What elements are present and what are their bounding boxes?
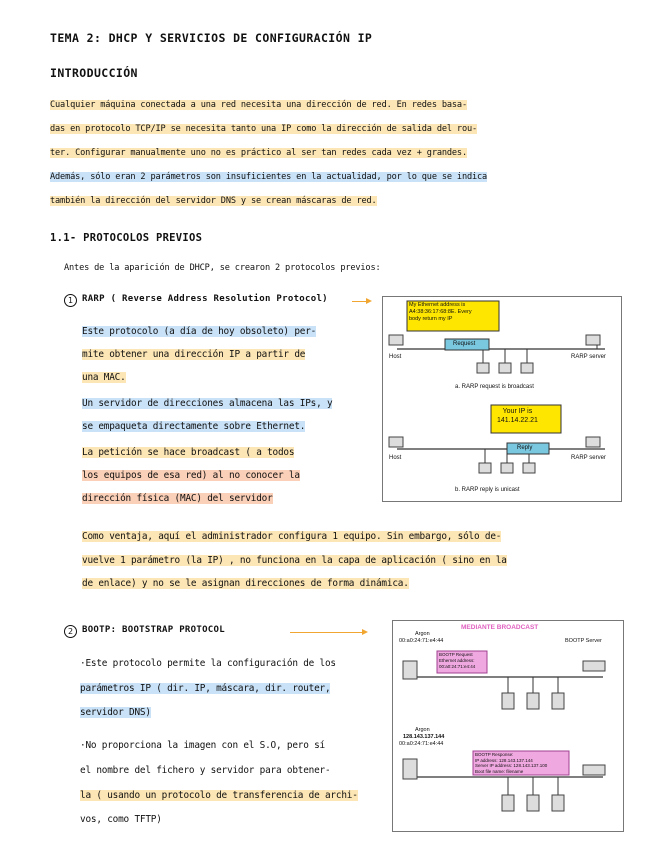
rarp-caption-b: b. RARP reply is unicast: [455, 487, 520, 493]
rarp-host-label: Host: [389, 354, 402, 360]
arrow-icon: [290, 632, 366, 633]
bootp-title: BOOTP: BOOTSTRAP PROTOCOL: [82, 625, 225, 635]
rarp-line: La petición se hace broadcast ( a todos: [82, 447, 295, 458]
rarp-reply-label: Reply: [517, 445, 533, 451]
rarp-line: dirección física (MAC) del servidor: [82, 493, 273, 504]
intro-line: das en protocolo TCP/IP se necesita tanto una IP como la dirección de salida del rou-: [50, 124, 478, 134]
rarp-line: los equipos de esa red) al no conocer la: [82, 470, 300, 481]
intro-line: también la dirección del servidor DNS y se crean máscaras de red.: [50, 196, 377, 206]
bootp-client-mac-b: 00:a0:24:71:e4:44: [399, 741, 444, 747]
bootp-line: vos, como TFTP): [80, 814, 162, 825]
section-heading: 1.1- PROTOCOLOS PREVIOS: [50, 232, 203, 244]
rarp-line: una MAC.: [82, 372, 126, 383]
item-number: 1: [64, 294, 77, 307]
item-number: 2: [64, 625, 77, 638]
rarp-server-label: RARP server: [571, 354, 606, 360]
rarp-line: se empaqueta directamente sobre Ethernet.: [82, 421, 306, 432]
rarp-line: Este protocolo (a día de hoy obsoleto) per-: [82, 326, 317, 337]
arrow-icon: [352, 301, 370, 302]
rarp-after-line: Como ventaja, aquí el administrador configura 1 equipo. Sin embargo, sólo de-: [82, 531, 502, 542]
rarp-callout-request: My Ethernet address is A4:38:36:17:68:8E. Every body return my IP: [409, 302, 472, 322]
section-lead: Antes de la aparición de DHCP, se crearon 2 protocolos previos:: [64, 263, 381, 273]
bootp-response-box: BOOTP Response: IP address: 128.143.137.144 Server IP address: 128.143.137.100 Boot file name: filename: [475, 752, 548, 774]
intro-heading: INTRODUCCIÓN: [50, 66, 138, 80]
bootp-request-box: BOOTP Request Ethernet address: 00:a0:24:71:e4:44: [439, 652, 476, 669]
rarp-host-label-b: Host: [389, 455, 402, 461]
rarp-caption-a: a. RARP request is broadcast: [455, 384, 534, 390]
rarp-request-label: Request: [453, 341, 476, 347]
rarp-after-line: vuelve 1 parámetro (la IP) , no funciona en la capa de aplicación ( sino en la: [82, 555, 507, 566]
intro-line: Cualquier máquina conectada a una red necesita una dirección de red. En redes basa-: [50, 100, 467, 110]
intro-line: Además, sólo eran 2 parámetros son insuficientes en la actualidad, por lo que se indica: [50, 172, 488, 182]
bootp-diagram: [392, 620, 624, 832]
intro-line: ter. Configurar manualmente uno no es práctico al ser tan redes cada vez + grandes.: [50, 148, 467, 158]
rarp-line: mite obtener una dirección IP a partir de: [82, 349, 306, 360]
rarp-diagram: [382, 296, 622, 502]
bootp-line: servidor DNS): [80, 707, 151, 718]
bootp-client-name: Argon: [415, 631, 430, 637]
bootp-line: ·Este protocolo permite la configuración de los: [80, 658, 336, 669]
bootp-client-ip: 128.143.137.144: [403, 734, 445, 740]
bootp-server-label: BOOTP Server: [565, 638, 602, 644]
rarp-title: RARP ( Reverse Address Resolution Protocol): [82, 294, 328, 304]
bootp-client-name-b: Argon: [415, 727, 430, 733]
page-title: TEMA 2: DHCP Y SERVICIOS DE CONFIGURACIÓN IP: [50, 31, 373, 45]
rarp-line: Un servidor de direcciones almacena las IPs, y: [82, 398, 333, 409]
bootp-figure-heading: MEDIANTE BROADCAST: [461, 624, 539, 631]
rarp-callout-reply: Your IP is 141.14.22.21: [497, 408, 538, 424]
bootp-client-mac: 00:a0:24:71:e4:44: [399, 638, 444, 644]
bootp-line: ·No proporciona la imagen con el S.O, pero sí: [80, 740, 325, 751]
bootp-line: la ( usando un protocolo de transferencia de archi-: [80, 790, 358, 801]
rarp-after-line: de enlace) y no se le asignan direcciones de forma dinámica.: [82, 578, 409, 589]
bootp-line: el nombre del fichero y servidor para obtener-: [80, 765, 331, 776]
bootp-line: parámetros IP ( dir. IP, máscara, dir. router,: [80, 683, 331, 694]
rarp-server-label-b: RARP server: [571, 455, 606, 461]
